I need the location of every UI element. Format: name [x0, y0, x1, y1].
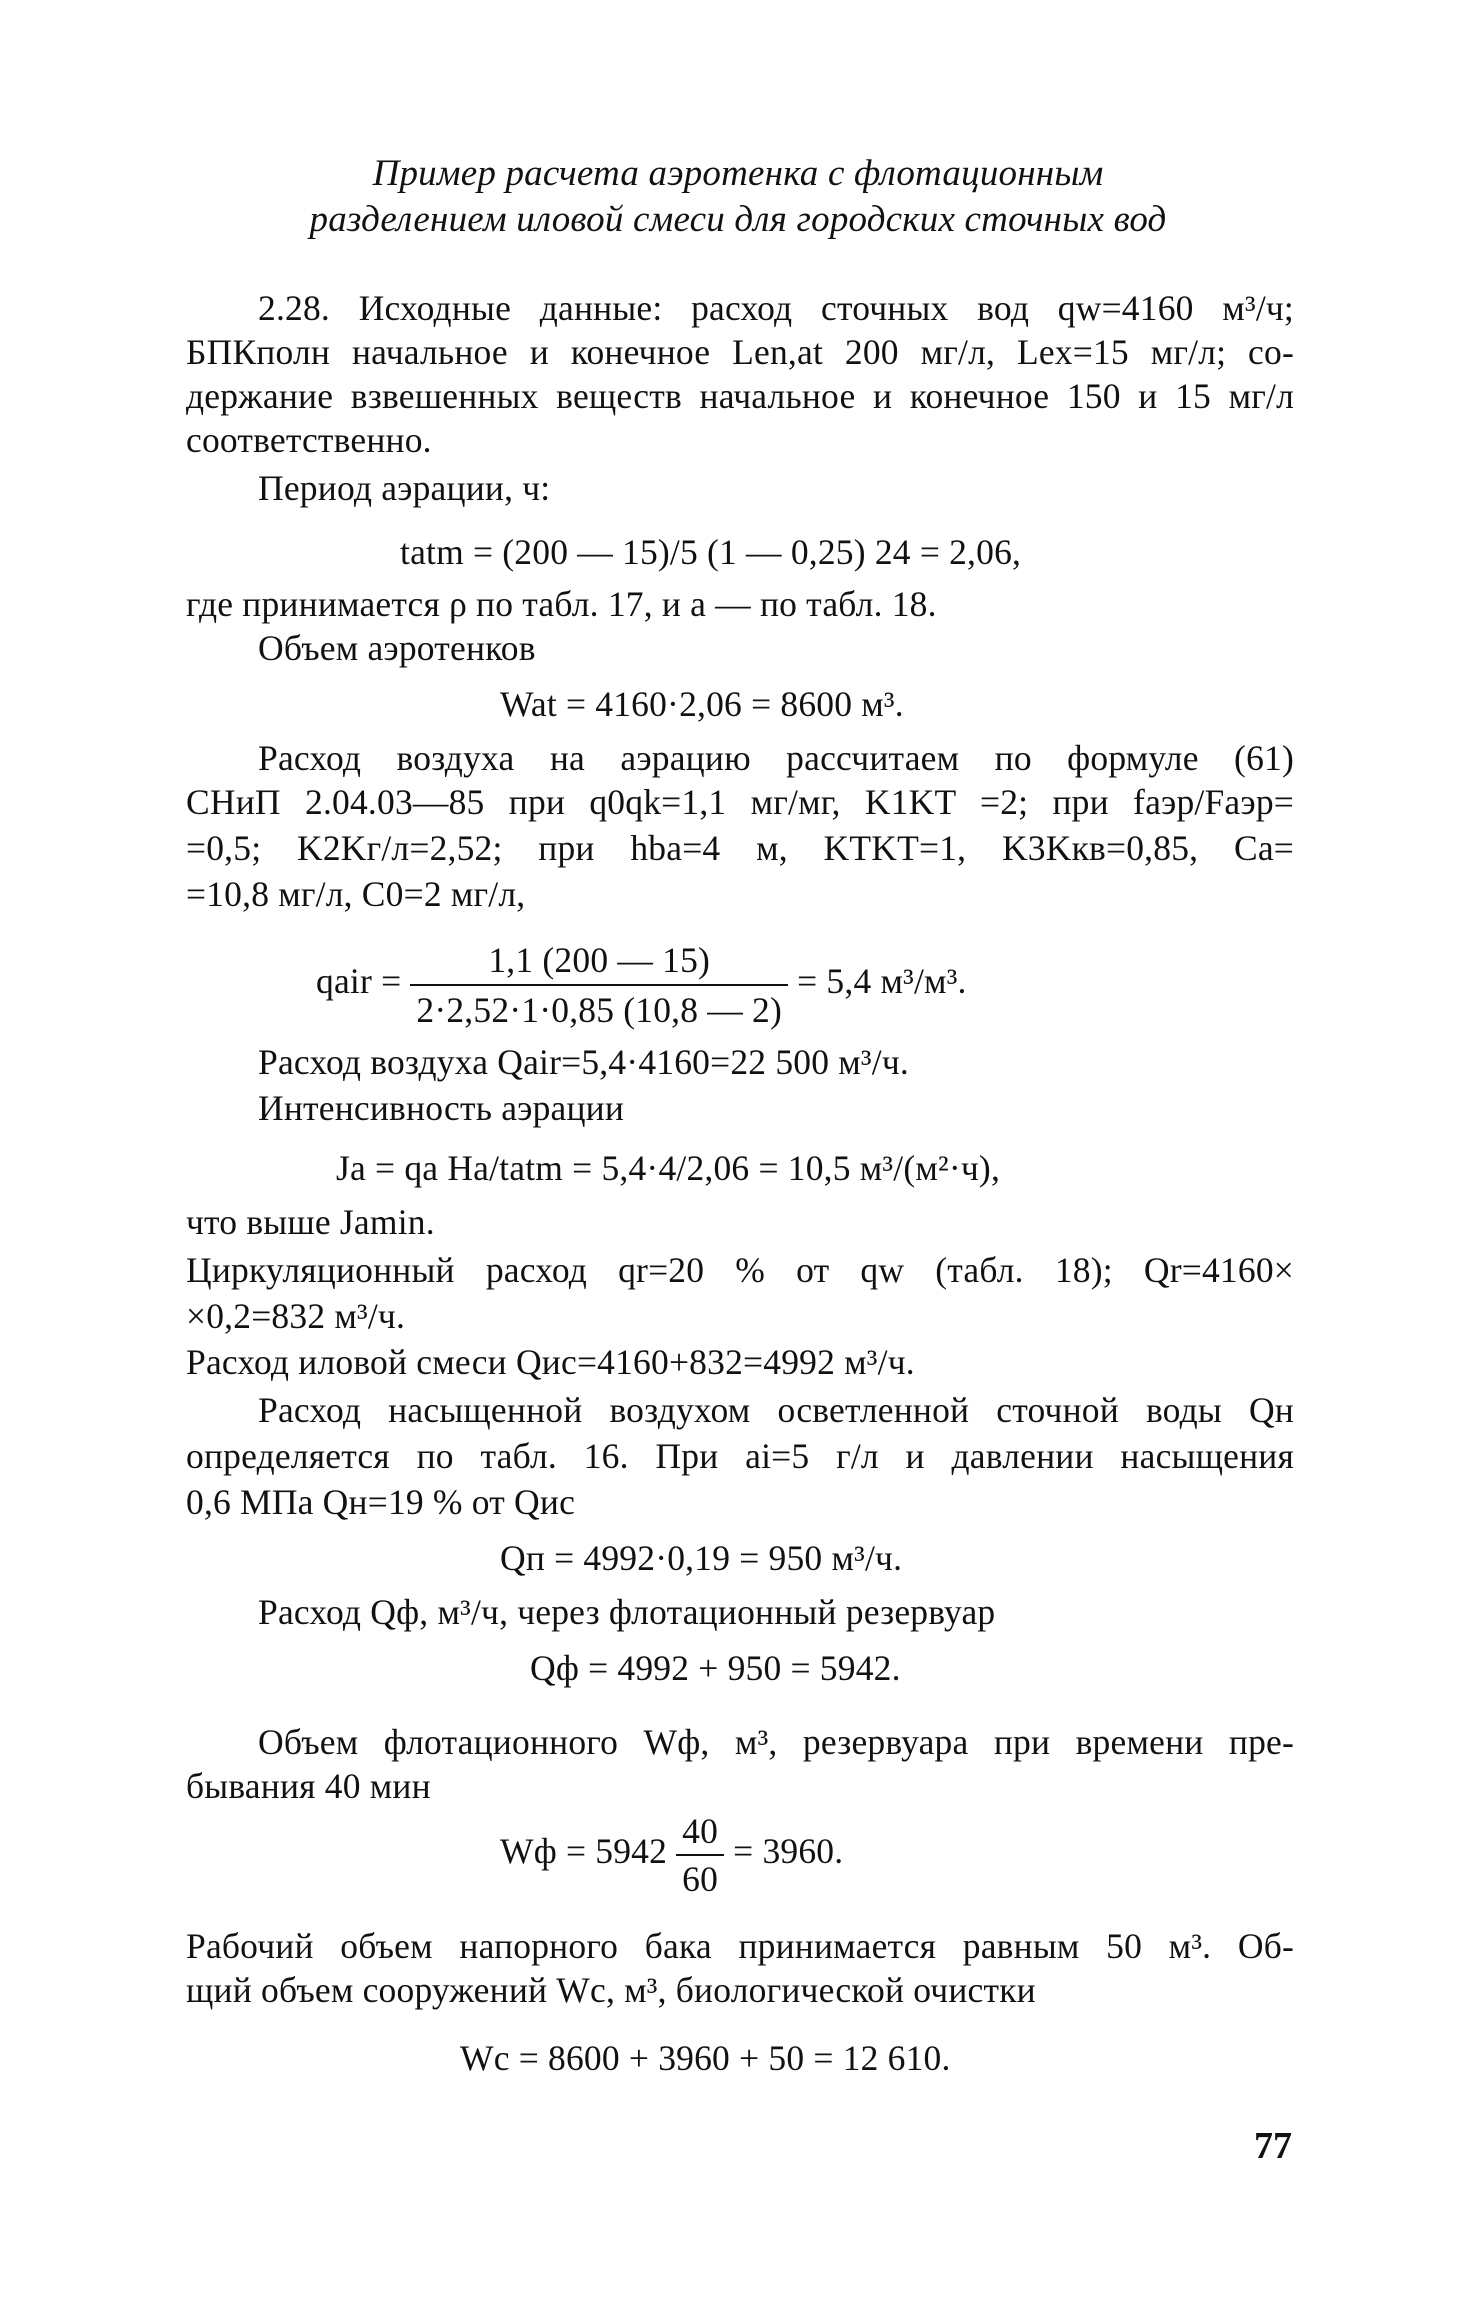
paragraph-line: Расход воздуха Qair=5,4·4160=22 500 м³/ч. — [258, 1042, 909, 1082]
paragraph-line: Расход иловой смеси Qис=4160+832=4992 м³/ч. — [186, 1342, 915, 1382]
paragraph-line: соответственно. — [186, 420, 432, 460]
paragraph-line: ×0,2=832 м³/ч. — [186, 1296, 406, 1336]
paragraph-line: бывания 40 мин — [186, 1766, 431, 1806]
fraction-denominator: 2·2,52·1·0,85 (10,8 — 2) — [410, 984, 788, 1034]
fraction-numerator: 1,1 (200 — 15) — [488, 940, 711, 980]
equation-aeration-period: tatm = (200 — 15)/5 (1 — 0,25) 24 = 2,06, — [400, 532, 1022, 572]
paragraph-line: Период аэрации, ч: — [258, 468, 551, 508]
fraction — [676, 1808, 724, 1902]
paragraph-line: БПКполн начальное и конечное Len,at 200 мг/л, Lex=15 мг/л; со- — [186, 332, 1294, 372]
paragraph-line: Расход Qф, м³/ч, через флотационный резервуар — [258, 1592, 996, 1632]
equation-rhs: = 3960. — [733, 1831, 844, 1872]
paragraph-line: =10,8 мг/л, C0=2 мг/л, — [186, 874, 526, 914]
paragraph-line: СНиП 2.04.03—85 при q0qk=1,1 мг/мг, K1KT =2; при fаэр/Fаэр= — [186, 782, 1294, 822]
paragraph-line: 0,6 МПа Qн=19 % от Qис — [186, 1482, 576, 1522]
equation-saturated-flow: Qп = 4992·0,19 = 950 м³/ч. — [500, 1538, 903, 1578]
paragraph-line: =0,5; K2Kг/л=2,52; при hba=4 м, KTKT=1, K3Kкв=0,85, Ca= — [186, 828, 1294, 868]
equation-aerotank-volume: Wat = 4160·2,06 = 8600 м³. — [500, 684, 904, 724]
fraction-denominator: 60 — [676, 1854, 724, 1902]
equation-lhs: Wф = 5942 — [500, 1831, 668, 1872]
equation-rhs: = 5,4 м³/м³. — [797, 961, 967, 1002]
paragraph-line: Объем аэротенков — [258, 628, 536, 668]
section-title-line-1: Пример расчета аэротенка с флотационным — [372, 153, 1104, 194]
paragraph-line: Интенсивность аэрации — [258, 1088, 625, 1128]
equation-total-volume: Wc = 8600 + 3960 + 50 = 12 610. — [460, 2038, 951, 2078]
paragraph-line: что выше Jamin. — [186, 1202, 435, 1242]
equation-aeration-intensity: Ja = qa Ha/tatm = 5,4·4/2,06 = 10,5 м³/(м²·ч), — [336, 1148, 1001, 1188]
paragraph-line: Рабочий объем напорного бака принимается равным 50 м³. Об- — [186, 1926, 1294, 1966]
equation-flotation-volume — [500, 1808, 843, 1902]
paragraph-line: держание взвешенных веществ начальное и конечное 150 и 15 мг/л — [186, 376, 1294, 416]
equation-lhs: qair = — [316, 961, 402, 1002]
fraction — [410, 936, 788, 1034]
paragraph-line: определяется по табл. 16. При ai=5 г/л и давлении насыщения — [186, 1436, 1294, 1476]
equation-flotation-flow: Qф = 4992 + 950 = 5942. — [530, 1648, 901, 1688]
paragraph-line: 2.28. Исходные данные: расход сточных вод qw=4160 м³/ч; — [258, 288, 1294, 328]
paragraph-line: Расход насыщенной воздухом осветленной сточной воды Qн — [258, 1390, 1294, 1430]
section-title-line-2: разделением иловой смеси для городских сточных вод — [309, 199, 1167, 240]
paragraph-line: Расход воздуха на аэрацию рассчитаем по формуле (61) — [258, 738, 1294, 778]
equation-air-flow-rate — [316, 936, 967, 1034]
paragraph-line: где принимается ρ по табл. 17, и a — по табл. 18. — [186, 584, 937, 624]
page-number: 77 — [1254, 2125, 1292, 2167]
paragraph-line: Циркуляционный расход qr=20 % от qw (табл. 18); Qr=4160× — [186, 1250, 1294, 1290]
fraction-numerator: 40 — [682, 1811, 719, 1851]
paragraph-line: щий объем сооружений Wc, м³, биологической очистки — [186, 1970, 1036, 2010]
paragraph-line: Объем флотационного Wф, м³, резервуара при времени пре- — [258, 1722, 1294, 1762]
